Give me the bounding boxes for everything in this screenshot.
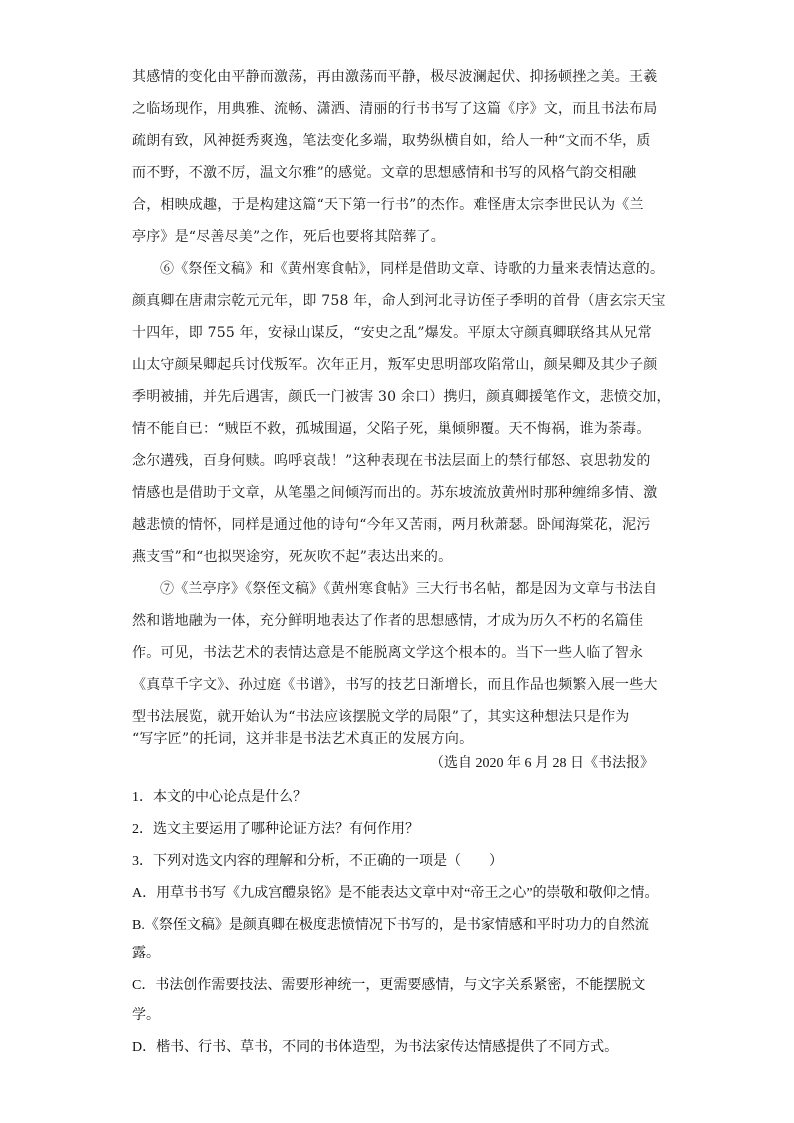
question-3: 3．下列对选文内容的理解和分析，不正确的一项是（ ） <box>132 854 503 869</box>
article-line: 作。可见，书法艺术的表情达意是不能脱离文学这个根本的。当下一些人临了智永 <box>132 645 644 661</box>
question-2: 2．选文主要运用了哪种论证方法？有何作用？ <box>132 822 419 837</box>
article-line: 颜真卿在唐肃宗乾元元年，即 758 年，命人到河北寻访侄子季明的首骨（唐玄宗天宝 <box>132 293 666 309</box>
article-line: 《真草千字文》、孙过庭《书谱》，书写的技艺日渐增长，而且作品也频繁入展一些大 <box>132 677 658 693</box>
article-line: 越悲愤的情怀，同样是通过他的诗句“今年又苦雨，两月秋萧瑟。卧闻海棠花，泥污 <box>132 517 651 533</box>
article-line: 念尔遘残，百身何赎。呜呼哀哉！”这种表现在书法层面上的禁行郁怒、哀思勃发的 <box>132 453 651 469</box>
article-source: （选自 2020 年 6 月 28 日《书法报》 <box>430 756 654 771</box>
paragraph-6-first-line: ⑥《祭侄文稿》和《黄州寒食帖》，同样是借助文章、诗歌的力量来表情达意的。 <box>160 261 665 277</box>
article-line: 季明被捕，并先后遇害，颜氏一门被害 30 余口）携归，颜真卿援笔作文，悲愤交加， <box>132 389 671 405</box>
article-line: 合，相映成趣，于是构建这篇“天下第一行书”的杰作。难怪唐太宗李世民认为《兰 <box>132 197 644 213</box>
option-b-continued: 露。 <box>132 946 160 961</box>
article-line: 燕支雪”和“也拟哭途穷，死灰吹不起”表达出来的。 <box>132 549 453 565</box>
article-line: “写字匠”的托词，这并非是书法艺术真正的发展方向。 <box>132 731 474 747</box>
question-1: 1．本文的中心论点是什么？ <box>132 790 307 805</box>
article-line: 疏朗有致，风神挺秀爽逸，笔法变化多端，取势纵横自如，给人一种“文而不华，质 <box>132 133 651 149</box>
option-b: B.《祭侄文稿》是颜真卿在极度悲愤情况下书写的，是书家情感和平时功力的自然流 <box>132 918 649 933</box>
article-line: 情不能自已：“贼臣不救，孤城围逼，父陷子死，巢倾卵覆。天不悔祸，谁为荼毒。 <box>132 421 651 437</box>
option-c: C．书法创作需要技法、需要形神统一，更需要感情，与文字关系紧密，不能摆脱文 <box>132 978 646 993</box>
paragraph-7-first-line: ⑦《兰亭序》《祭侄文稿》《黄州寒食帖》三大行书名帖，都是因为文章与书法自 <box>160 581 658 597</box>
article-line: 之临场现作，用典雅、流畅、潇洒、清丽的行书书写了这篇《序》文，而且书法布局 <box>132 101 658 117</box>
option-a: A．用草书书写《九成宫醴泉铭》是不能表达文章中对“帝王之心”的崇敬和敬仰之情。 <box>132 886 659 901</box>
article-line: 亭序》是“尽善尽美”之作，死后也要将其陪葬了。 <box>132 229 445 245</box>
article-line: 而不野，不激不厉，温文尔雅”的感觉。文章的思想感情和书写的风格气韵交相融 <box>132 165 637 181</box>
article-line: 情感也是借助于文章，从笔墨之间倾泻而出的。苏东坡流放黄州时那种缠绵多情、激 <box>132 485 658 501</box>
article-line: 型书法展览，就开始认为“书法应该摆脱文学的局限”了，其实这种想法只是作为 <box>132 709 630 725</box>
article-line: 其感情的变化由平静而激荡，再由激荡而平静，极尽波澜起伏、抑扬顿挫之美。王羲 <box>132 69 658 85</box>
option-c-continued: 学。 <box>132 1008 160 1023</box>
article-line: 然和谐地融为一体，充分鲜明地表达了作者的思想感情，才成为历久不朽的名篇佳 <box>132 613 644 629</box>
article-line: 山太守颜杲卿起兵讨伐叛军。次年正月，叛军史思明部攻陷常山，颜杲卿及其少子颜 <box>132 357 658 373</box>
option-d: D．楷书、行书、草书，不同的书体造型，为书法家传达情感提供了不同方式。 <box>132 1040 619 1055</box>
article-line: 十四年，即 755 年，安禄山谋反，“安史之乱”爆发。平原太守颜真卿联络其从兄常 <box>132 325 652 341</box>
